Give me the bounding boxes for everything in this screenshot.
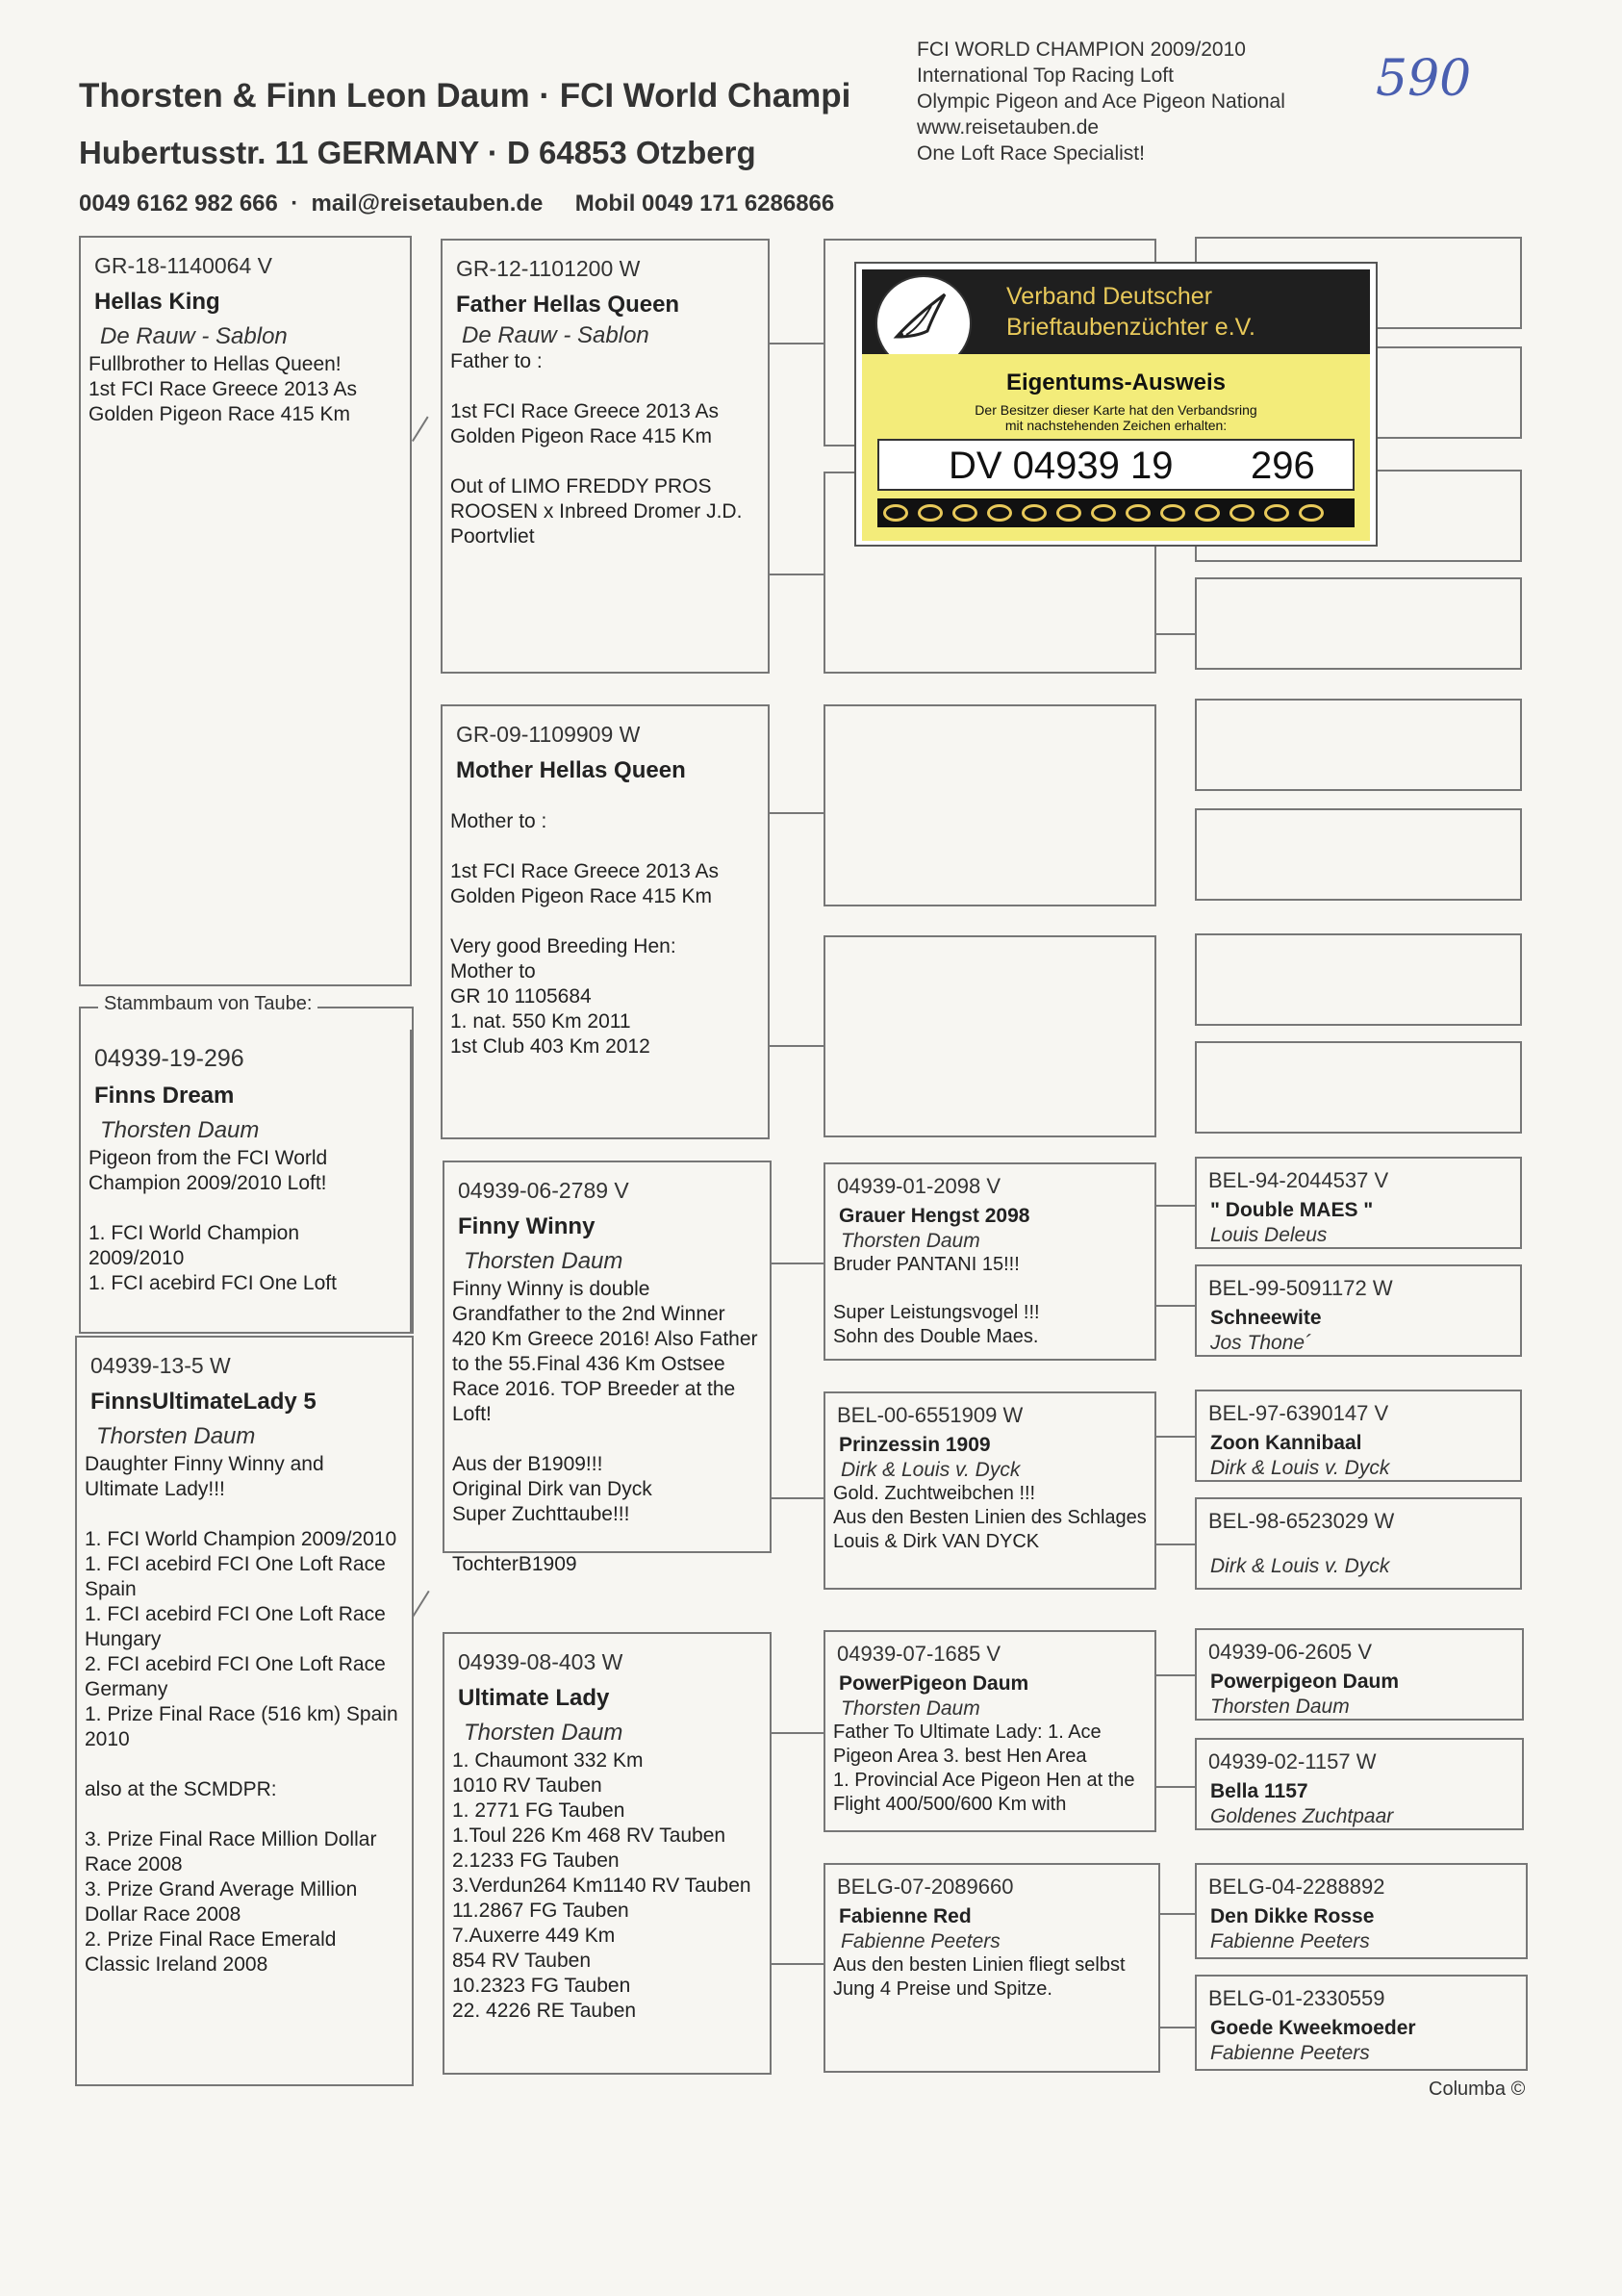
gggp-name: Den Dikke Rosse [1210,1905,1375,1927]
gggp-box-bel-98 [1195,1497,1522,1590]
card-body [862,354,1370,541]
header-right-line: FCI WORLD CHAMPION 2009/2010 [917,38,1246,61]
gp-box-mother-hellas-queen [441,704,770,1139]
header-contact [79,191,834,217]
gggp-breeder: Louis Deleus [1210,1224,1328,1246]
ggp-name: Prinzessin 1909 [839,1434,991,1456]
gp-box-ultimate-lady [443,1632,772,2075]
gggp-box-zoon-kannibaal [1195,1390,1522,1482]
card-ring-number [877,439,1355,491]
ggp-ring: 04939-07-1685 V [837,1642,1001,1666]
header-right-info [917,37,1285,166]
subject-notes: Pigeon from the FCI World Champion 2009/2010 Loft! 1. FCI World Champion 2009/2010 1. FCI acebird FCI One Loft [89,1147,337,1294]
gp-ring: 04939-08-403 W [458,1649,623,1674]
ggp-name: Grauer Hengst 2098 [839,1205,1030,1227]
ggp-box-empty [824,704,1156,906]
card-title: Eigentums-Ausweis [1005,370,1227,395]
ggp-breeder: Thorsten Daum [841,1230,980,1252]
gggp-name: Schneewite [1210,1307,1322,1329]
gggp-ring: 04939-02-1157 W [1208,1749,1377,1773]
gggp-breeder: Jos Thone´ [1210,1332,1312,1354]
gp-notes: Mother to : 1st FCI Race Greece 2013 As Golden Pigeon Race 415 Km Very good Breeding Hen: Mother to GR 10 1105684 1. nat. 550 Km 2011 1st Club 403 Km 2012 [450,810,719,1058]
gggp-name: Bella 1157 [1210,1780,1308,1802]
ggp-breeder: Dirk & Louis v. Dyck [841,1459,1021,1481]
ggp-box-empty [824,935,1156,1137]
ggp-box-grauer-hengst [824,1162,1156,1361]
header-right-line: www.reisetauben.de [917,116,1100,139]
gggp-ring: BEL-99-5091172 W [1208,1276,1393,1300]
ggp-breeder: Thorsten Daum [841,1697,980,1720]
gggp-ring: BELG-04-2288892 [1208,1875,1385,1899]
dam-ring: 04939-13-5 W [90,1353,231,1378]
gggp-breeder: Thorsten Daum [1210,1696,1350,1718]
dam-box [75,1336,414,2086]
gggp-box-schneewite [1195,1264,1522,1357]
ggp-name: Fabienne Red [839,1905,972,1927]
separator-dot: · [284,191,305,217]
ggp-notes: Aus den besten Linien fliegt selbst Jung 4 Preise und Spitze. [833,1954,1126,2000]
dam-breeder: Thorsten Daum [96,1423,256,1449]
gp-breeder: Thorsten Daum [464,1248,623,1274]
gggp-name: Zoon Kannibaal [1210,1432,1362,1454]
gggp-name: " Double MAES " [1210,1199,1374,1221]
subject-box [79,1030,412,1334]
gggp-name: Goede Kweekmoeder [1210,2017,1416,2039]
gp-notes: Father to : 1st FCI Race Greece 2013 As Golden Pigeon Race 415 Km Out of LIMO FREDDY PROS ROOSEN x Inbreed Dromer J.D. Poortvliet [450,350,743,548]
ggp-notes: Father To Ultimate Lady: 1. Ace Pigeon Area 3. best Hen Area 1. Provincial Ace Pigeon Hen at the Flight 400/500/600 Km with [833,1722,1135,1815]
ggp-box-powerpigeon [824,1630,1156,1832]
gp-breeder: De Rauw - Sablon [462,322,649,348]
phone-number: 0049 6162 982 666 [79,191,278,217]
header-right-line: One Loft Race Specialist! [917,142,1145,165]
card-ornament-band [877,498,1355,527]
gggp-box-empty [1195,699,1522,791]
gggp-ring: BEL-94-2044537 V [1208,1168,1389,1192]
subject-ring: 04939-19-296 [94,1045,244,1072]
gggp-ring: BELG-01-2330559 [1208,1986,1385,2010]
ggp-notes: Gold. Zuchtweibchen !!! Aus den Besten Linien des Schlages Louis & Dirk VAN DYCK [833,1483,1147,1552]
mobile-number: Mobil 0049 171 6286866 [574,191,835,217]
gggp-box-goede-kweekmoeder [1195,1975,1528,2071]
card-org-line: Brieftaubenzüchter e.V. [1006,314,1255,341]
gggp-box-empty [1195,808,1522,901]
gggp-breeder: Dirk & Louis v. Dyck [1210,1555,1390,1577]
gggp-breeder: Fabienne Peeters [1210,1930,1370,1952]
sire-box [79,236,412,986]
email-address: mail@reisetauben.de [311,191,544,217]
card-subtitle: Der Besitzer dieser Karte hat den Verbandsring mit nachstehenden Zeichen erhalten: [975,402,1257,433]
gp-name: Ultimate Lady [458,1685,610,1711]
gggp-box-empty [1195,1041,1522,1134]
gggp-breeder: Goldenes Zuchtpaar [1210,1805,1394,1827]
dam-name: FinnsUltimateLady 5 [90,1389,317,1415]
gp-ring: 04939-06-2789 V [458,1178,629,1203]
sire-name: Hellas King [94,289,220,315]
gggp-ring: BEL-98-6523029 W [1208,1509,1395,1533]
ggp-ring: BEL-00-6551909 W [837,1403,1024,1427]
sire-notes: Fullbrother to Hellas Queen! 1st FCI Race Greece 2013 As Golden Pigeon Race 415 Km [89,353,357,425]
sire-ring: GR-18-1140064 V [94,253,272,278]
ggp-notes: Bruder PANTANI 15!!! Super Leistungsvogel !!! Sohn des Double Maes. [833,1254,1040,1347]
gggp-name: Powerpigeon Daum [1210,1671,1400,1693]
gp-box-father-hellas-queen [441,239,770,674]
gggp-ring: BEL-97-6390147 V [1208,1401,1389,1425]
card-header [862,269,1370,354]
gggp-box-double-maes [1195,1157,1522,1249]
gggp-box-empty [1195,933,1522,1026]
gp-breeder: Thorsten Daum [464,1720,623,1746]
card-organisation [1006,281,1255,343]
gggp-ring: 04939-06-2605 V [1208,1640,1373,1664]
header-address: Hubertusstr. 11 GERMANY · D 64853 Otzberg [79,135,756,170]
ownership-id-card [854,262,1378,547]
stammbaum-label: Stammbaum von Taube: [98,993,317,1015]
card-org-line: Verband Deutscher [1006,283,1213,310]
handwritten-note: 590 [1376,50,1472,108]
ggp-ring: BELG-07-2089660 [837,1875,1014,1899]
ggp-box-prinzessin [824,1391,1156,1590]
header-right-line: International Top Racing Loft [917,64,1174,87]
gp-name: Father Hellas Queen [456,292,680,318]
dam-notes: Daughter Finny Winny and Ultimate Lady!!! 1. FCI World Champion 2009/2010 1. FCI acebird FCI One Loft Race Spain 1. FCI acebird FCI One Loft Race Hungary 2. FCI acebird FCI One Loft Race Germany 1. Prize Final Race (516 km) Spain 2010 also at the SCMDPR: 3. Prize Final Race Million Dollar Race 2008 3. Prize Grand Average Million Dollar Race 2008 2. Prize Final Race Emerald Classic Ireland 2008 [85,1453,398,1976]
gggp-box-empty [1195,577,1522,670]
gggp-box-den-dikke-rosse [1195,1863,1528,1959]
gp-ring: GR-09-1109909 W [456,722,641,747]
gp-box-finny-winny [443,1161,772,1575]
sire-breeder: De Rauw - Sablon [100,323,288,349]
gggp-box-powerpigeon-daum [1195,1628,1524,1721]
ggp-box-fabienne-red [824,1863,1160,2073]
gp-name: Finny Winny [458,1213,596,1239]
header-right-line: Olympic Pigeon and Ace Pigeon National [917,90,1285,113]
footer-copyright: Columba © [1429,2079,1526,2100]
subject-breeder: Thorsten Daum [100,1117,260,1143]
gp-notes: 1. Chaumont 332 Km 1010 RV Tauben 1. 2771 FG Tauben 1.Toul 226 Km 468 RV Tauben 2.1233 FG Tauben 3.Verdun264 Km1140 RV Tauben 11.2867 FG Tauben 7.Auxerre 449 Km 854 RV Tauben 10.2323 FG Tauben 22. 4226 RE Tauben [452,1749,751,2022]
ggp-breeder: Fabienne Peeters [841,1930,1001,1952]
gggp-breeder: Dirk & Louis v. Dyck [1210,1457,1390,1479]
header-title: Thorsten & Finn Leon Daum · FCI World Champi [79,77,851,115]
ggp-ring: 04939-01-2098 V [837,1174,1001,1198]
card-number-suffix: 296 [1251,445,1315,487]
gggp-box-bella [1195,1738,1524,1830]
ggp-name: PowerPigeon Daum [839,1672,1029,1695]
card-number: DV 04939 19 [949,445,1174,487]
gp-notes: Finny Winny is double Grandfather to the 2nd Winner 420 Km Greece 2016! Also Father to the 55.Final 436 Km Ostsee Race 2016. TOP Breeder at the Loft! Aus der B1909!!! Original Dirk van Dyck Super Zuchttaube!!! TochterB1909 [452,1278,758,1575]
gp-name: Mother Hellas Queen [456,757,686,783]
gp-ring: GR-12-1101200 W [456,256,641,281]
subject-name: Finns Dream [94,1083,235,1109]
gggp-breeder: Fabienne Peeters [1210,2042,1370,2064]
